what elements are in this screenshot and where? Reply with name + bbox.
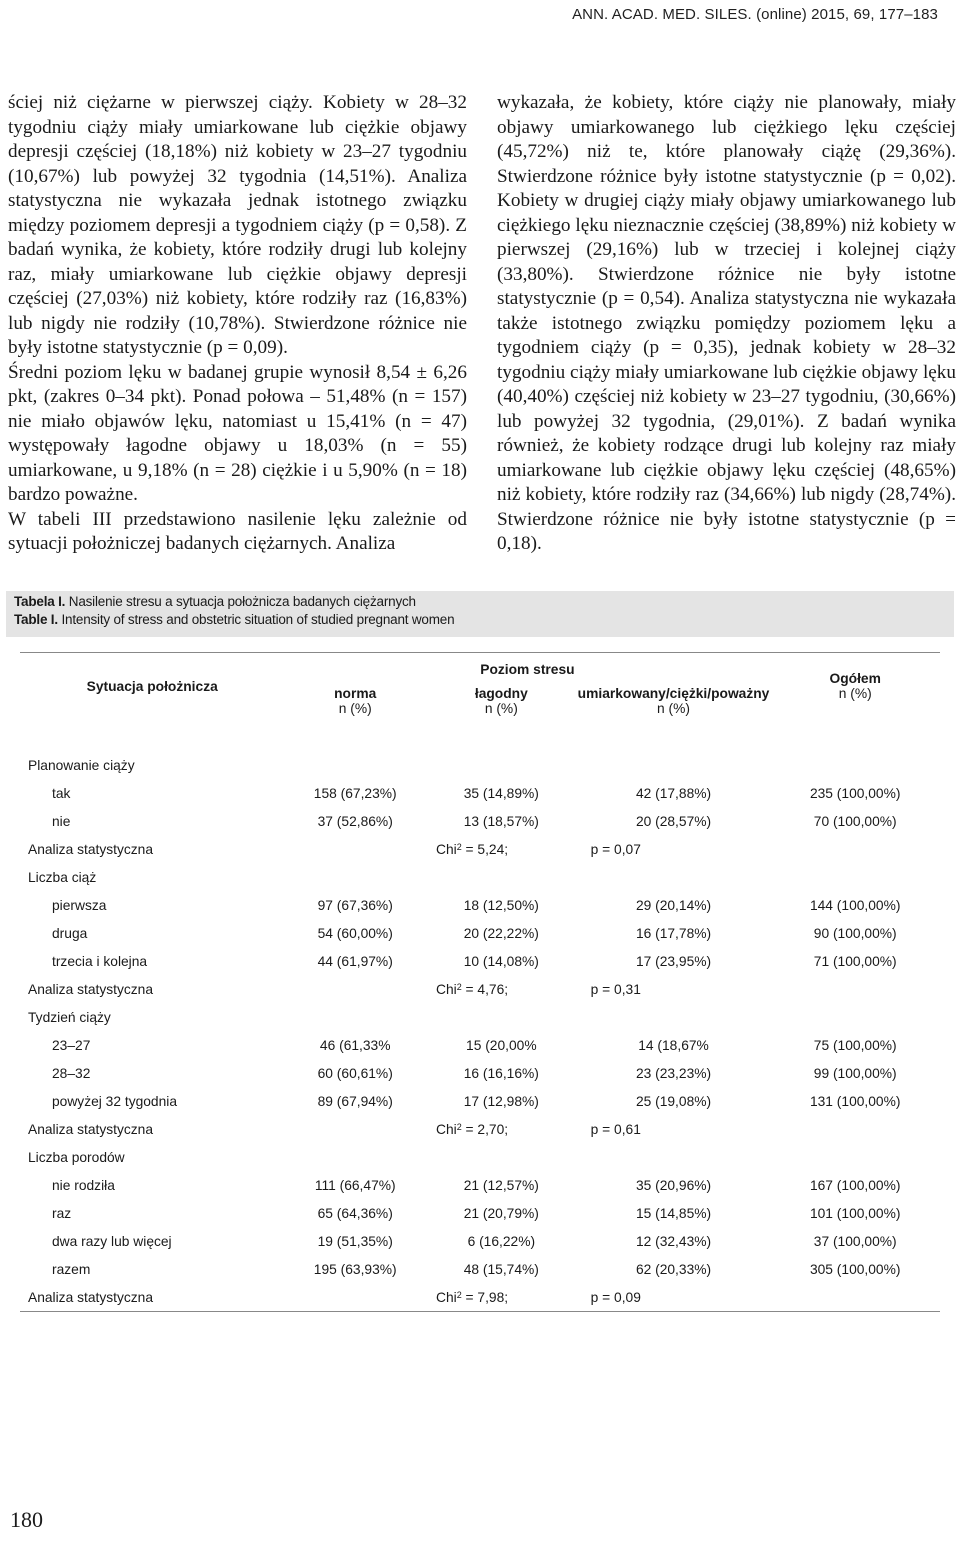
chi-prefix: Chi <box>435 1289 457 1305</box>
row-label: nie rodziła <box>52 1177 115 1193</box>
cell-norma: 44 (61,97%) <box>317 953 393 969</box>
row-label: tak <box>52 785 71 801</box>
p-value: p = 0,31 <box>590 981 641 997</box>
header-stress-level: Poziom stresu <box>480 661 575 677</box>
cell-norma: 89 (67,94%) <box>317 1093 393 1109</box>
section-title-row <box>20 863 940 891</box>
table-row <box>20 947 940 975</box>
row-label: dwa razy lub więcej <box>52 1233 172 1249</box>
row-label: 23–27 <box>52 1037 91 1053</box>
cell-total: 101 (100,00%) <box>809 1205 901 1221</box>
chi-prefix: Chi <box>435 841 457 857</box>
header-umiark-label: umiarkowany/ciężki/poważny <box>577 685 770 701</box>
cell-lagodny: 18 (12,50%) <box>463 897 539 913</box>
empty-cell <box>770 975 940 1003</box>
cell-umiark: 35 (20,96%) <box>635 1177 712 1193</box>
cell-lagodny: 21 (20,79%) <box>463 1205 539 1221</box>
cell-umiark: 14 (18,67% <box>638 1037 709 1053</box>
superscript: 2 <box>456 1121 462 1132</box>
caption-label: Tabela I. <box>14 594 66 609</box>
paragraph: ściej niż ciężarne w pierwszej ciąży. Kobiety w 28–32 tygodniu ciąży miały umiarkowane lub ciężkie objawy depresji częściej (18,18%) niż kobiety w 23–27 tygodniu (10,67%) lub powyżej 32 tygodnia (14,51%). Analiza statystyczna nie wykazała jednak istotnego związku między poziomem depresji a tygodniem ciąży (p = 0,58). Z badań wynika, że kobiety, które rodziły drugi lub kolejny raz, miały umiarkowane lub ciężkie objawy depresji częściej (27,03%) niż kobiety, które rodziły raz (16,83%) lub nigdy nie rodziły (10,78%). Stwierdzone różnice nie były istotne statystycznie (p = 0,09). <box>8 92 467 358</box>
caption-label: Table I. <box>14 612 58 627</box>
caption-text: Nasilenie stresu a sytuacja położnicza badanych ciężarnych <box>65 594 416 609</box>
cell-lagodny: 17 (12,98%) <box>463 1093 539 1109</box>
chi-value: = 5,24; <box>461 841 509 857</box>
row-label: druga <box>52 925 88 941</box>
table-body <box>20 751 940 1312</box>
cell-norma: 54 (60,00%) <box>317 925 393 941</box>
cell-umiark: 25 (19,08%) <box>635 1093 712 1109</box>
cell-total: 235 (100,00%) <box>809 785 901 801</box>
cell-total: 75 (100,00%) <box>813 1037 897 1053</box>
row-label: raz <box>52 1205 72 1221</box>
chi-square <box>426 975 577 1003</box>
cell-norma: 195 (63,93%) <box>313 1261 397 1277</box>
cell-umiark: 29 (20,14%) <box>635 897 712 913</box>
header-umiark <box>577 686 771 751</box>
empty-cell <box>770 1283 940 1312</box>
empty-cell <box>770 1115 940 1143</box>
header-total-label: Ogółem <box>829 671 881 686</box>
cell-norma: 97 (67,36%) <box>317 897 393 913</box>
left-text-column <box>8 91 467 557</box>
table-row <box>20 779 940 807</box>
stat-row <box>20 975 940 1003</box>
empty-cell <box>284 835 426 863</box>
cell-umiark: 42 (17,88%) <box>635 785 712 801</box>
table-row <box>20 1227 940 1255</box>
cell-total: 71 (100,00%) <box>813 953 897 969</box>
p-value: p = 0,07 <box>590 841 641 857</box>
superscript: 2 <box>456 841 462 852</box>
cell-lagodny: 6 (16,22%) <box>467 1233 536 1249</box>
section-title: Tydzień ciąży <box>28 1009 111 1025</box>
caption-en <box>14 611 946 629</box>
chi-value: = 4,76; <box>461 981 509 997</box>
cell-total: 70 (100,00%) <box>813 813 897 829</box>
cell-umiark: 15 (14,85%) <box>635 1205 712 1221</box>
header-norma <box>284 686 426 751</box>
cell-norma: 37 (52,86%) <box>317 813 393 829</box>
chi-value: = 2,70; <box>461 1121 509 1137</box>
superscript: 2 <box>456 1289 462 1300</box>
cell-total: 131 (100,00%) <box>809 1093 901 1109</box>
section-title: Liczba porodów <box>28 1149 125 1165</box>
cell-norma: 111 (66,47%) <box>314 1177 396 1193</box>
cell-lagodny: 21 (12,57%) <box>463 1177 539 1193</box>
caption-pl <box>14 593 946 611</box>
cell-lagodny: 15 (20,00% <box>466 1037 537 1053</box>
stat-label: Analiza statystyczna <box>28 1121 153 1137</box>
header-total <box>770 653 940 752</box>
stat-row <box>20 1115 940 1143</box>
running-header: ANN. ACAD. MED. SILES. (online) 2015, 69, 177–183 <box>572 6 938 23</box>
section-title: Liczba ciąż <box>28 869 97 885</box>
chi-square <box>426 1115 577 1143</box>
header-lagodny-label: łagodny <box>474 685 528 701</box>
empty-cell <box>770 835 940 863</box>
header-umiark-unit: n (%) <box>657 700 691 716</box>
cell-lagodny: 10 (14,08%) <box>463 953 539 969</box>
row-label: trzecia i kolejna <box>52 953 148 969</box>
chi-prefix: Chi <box>435 1121 457 1137</box>
cell-umiark: 16 (17,78%) <box>635 925 712 941</box>
cell-umiark: 20 (28,57%) <box>635 813 712 829</box>
stress-table <box>20 652 940 1312</box>
cell-norma: 65 (64,36%) <box>317 1205 393 1221</box>
cell-norma: 60 (60,61%) <box>317 1065 393 1081</box>
row-label: powyżej 32 tygodnia <box>52 1093 178 1109</box>
header-norma-label: norma <box>334 685 377 701</box>
p-value: p = 0,09 <box>590 1289 641 1305</box>
table-row <box>20 1031 940 1059</box>
table-row <box>20 1199 940 1227</box>
paragraph: W tabeli III przedstawiono nasilenie lęku zależnie od sytuacji położniczej badanych ciężarnych. Analiza <box>8 508 467 554</box>
chi-square <box>426 835 577 863</box>
table-row <box>20 891 940 919</box>
caption-text: Intensity of stress and obstetric situation of studied pregnant women <box>57 612 455 627</box>
stat-row <box>20 835 940 863</box>
section-title-row <box>20 751 940 779</box>
cell-umiark: 62 (20,33%) <box>635 1261 712 1277</box>
cell-lagodny: 16 (16,16%) <box>463 1065 539 1081</box>
chi-prefix: Chi <box>435 981 457 997</box>
table-row <box>20 1255 940 1283</box>
section-title-row <box>20 1003 940 1031</box>
table-row <box>20 1087 940 1115</box>
section-title-row <box>20 1143 940 1171</box>
stat-label: Analiza statystyczna <box>28 841 153 857</box>
stat-label: Analiza statystyczna <box>28 981 153 997</box>
empty-cell <box>284 1283 426 1312</box>
table-row <box>20 807 940 835</box>
cell-umiark: 17 (23,95%) <box>635 953 712 969</box>
row-label: 28–32 <box>52 1065 91 1081</box>
cell-lagodny: 48 (15,74%) <box>463 1261 539 1277</box>
empty-cell <box>284 975 426 1003</box>
right-text-column <box>497 91 956 557</box>
cell-norma: 19 (51,35%) <box>317 1233 393 1249</box>
header-lagodny <box>426 686 577 751</box>
cell-total: 167 (100,00%) <box>809 1177 901 1193</box>
empty-cell <box>284 1115 426 1143</box>
row-label: nie <box>52 813 71 829</box>
row-label: pierwsza <box>52 897 107 913</box>
cell-total: 305 (100,00%) <box>809 1261 901 1277</box>
section-title: Planowanie ciąży <box>28 757 135 773</box>
cell-total: 90 (100,00%) <box>813 925 897 941</box>
p-value: p = 0,61 <box>590 1121 641 1137</box>
cell-total: 99 (100,00%) <box>813 1065 897 1081</box>
stat-row <box>20 1283 940 1312</box>
chi-value: = 7,98; <box>461 1289 509 1305</box>
table-row <box>20 919 940 947</box>
cell-lagodny: 20 (22,22%) <box>463 925 539 941</box>
cell-norma: 46 (61,33% <box>319 1037 391 1053</box>
cell-umiark: 23 (23,23%) <box>635 1065 712 1081</box>
cell-umiark: 12 (32,43%) <box>635 1233 712 1249</box>
cell-lagodny: 35 (14,89%) <box>463 785 539 801</box>
cell-norma: 158 (67,23%) <box>313 785 397 801</box>
table-row <box>20 1059 940 1087</box>
chi-square <box>426 1283 577 1312</box>
header-situation: Sytuacja położnicza <box>86 679 218 694</box>
paragraph: Średni poziom lęku w badanej grupie wynosił 8,54 ± 6,26 pkt, (zakres 0–34 pkt). Ponad połowa – 51,48% (n = 157) nie miało objawów lęku, natomiast u 15,41% (n = 47) występowały łagodne objawy u 18,03% (n = 55) umiarkowane, u 9,18% (n = 28) ciężkie i u 5,90% (n = 18) bardzo poważne. <box>8 361 467 505</box>
row-label: razem <box>52 1261 91 1277</box>
table-caption <box>6 591 954 637</box>
cell-total: 144 (100,00%) <box>809 897 901 913</box>
page-number: 180 <box>10 1507 43 1532</box>
table-row <box>20 1171 940 1199</box>
stat-label: Analiza statystyczna <box>28 1289 153 1305</box>
cell-total: 37 (100,00%) <box>813 1233 897 1249</box>
superscript: 2 <box>456 981 462 992</box>
header-total-unit: n (%) <box>838 686 872 701</box>
cell-lagodny: 13 (18,57%) <box>463 813 539 829</box>
paragraph: wykazała, że kobiety, które ciąży nie planowały, miały objawy umiarkowanego lub ciężkiego lęku częściej (45,72%) niż te, które planowały ciążę (29,36%). Stwierdzone różnice były istotne statystycznie (p = 0,02). Kobiety w drugiej ciąży miały objawy umiarkowanego lub ciężkiego lęku nieznacznie częściej (38,89%) niż kobiety w pierwszej (29,16%) lub w trzeciej i kolejnej ciąży (33,80%). Stwierdzone różnice nie były istotne statystycznie (p = 0,54). Analiza statystyczna nie wykazała także istotnego związku pomiędzy poziomem lęku a tygodniem ciąży (p = 0,35), jednak kobiety w 28–32 tygodniu ciąży miały umiarkowane lub ciężkie objawy lęku (40,40%) częściej niż kobiety w 23–27 tygodniu, (30,66%) lub powyżej 32 tygodnia, (29,01%). Z badań wynika również, że kobiety rodzące drugi lub kolejny raz miały umiarkowane lub ciężkie objawy lęku częściej (48,65%) niż kobiety, które rodziły raz (34,66%) lub nigdy (28,74%). Stwierdzone różnice nie były istotne statystycznie (p = 0,18). <box>497 92 956 554</box>
header-norma-unit: n (%) <box>338 700 372 716</box>
header-lagodny-unit: n (%) <box>484 700 518 716</box>
